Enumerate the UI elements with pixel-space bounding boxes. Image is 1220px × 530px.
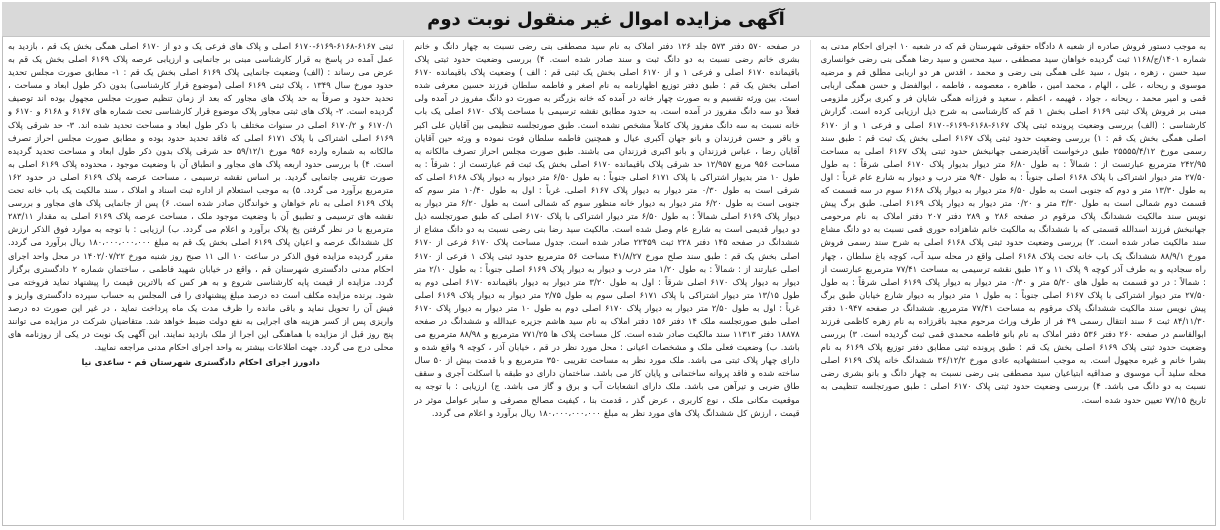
- notice-column-middle: [414, 40, 799, 520]
- notice-column-right: [821, 40, 1206, 520]
- column-divider: [403, 40, 404, 520]
- column-text: در صفحه ۵۷۰ دفتر ۵۷۳ جلد ۱۲۶ دفتر املاک به نام سید مصطفی بنی رضی نسبت به چهار دانگ و خانم بشری خانم رضی نسبت به دو دانگ ثبت و سند صادر شده است. ۴) بررسی وضعیت حدود ثبتی پلاک باقیمانده ۶۱۷۰ اصلی و فرعی ۱ و از ۶۱۷۰ اصلی بخش یک ثبتی قم : الف ) وضعیت پلاک باقیمانده ۶۱۷۰ اصلی بخش یک قم : طبق دفتر توزیع اظهارنامه به نام اصغر و فاطمه سلطان فرزند حسین معرفی شده است. بین ورثه تقسیم و به صورت چهار خانه در آمده که خانه بزرگتر به صورت دو دانگ مفروز در آمده ولی فعلاً دو سه دانگ مفروز در آمده است. به حدود مطابق نقشه ترسیمی با مساحت پلاک ۶۱۷۰ اصلی یک باب خانه نسبت به سه دانگ مفروز پلاک کاملاً مشخص نشده است. طبق صورتجلسه تنظیمی بین آقایان علی اکبر و باقر و حسن فرزندان و بانو جهان آکبری عیال و همچنین فاطمه سلطان فوت نموده و ورثه حین آقایان آقایان رضا ، عباس فرزندان و بانو اکبری فرزندان می باشند. طبق صورت مجلس احراز تصرف مالکانه به مساحت ۹۵۶ مربع ۱۲/۹۵۷ حد شرقی پلاک باقیمانده ۶۱۷۰ اصلی بخش یک ثبت قم عبارتست از : شرقاً : به طول ۱۰ متر بدیوار اشتراکی با پلاک ۶۱۷۱ اصلی جنوباً : به طول ۶/۵۰ متر دیوار به دیوار پلاک ۶۱۶۸ اصلی که شرقی است به طول ۰/۳۰ متر دیوار به دیوار پلاک ۶۱۶۷ اصلی. غرباً : اول به طول ۱۰/۴۰ متر سوم که جنوبی است به طول ۶/۲۰ متر دیوار به دیوار خانه منظور سوم که شمالی است به طول ۶/۲۰ متر دیوار به دیوار پلاک ۶۱۶۹ اصلی شمالاً : به طول ۶/۵۰ متر دیوار اشتراکی با پلاک ۶۱۷۰ اصلی که طبق صورتجلسه ذیل دو دیوار قدیمی است به شارع عام وصل شده است. مالکیت سید رضا بنی رضی نسبت به دو دانگ مشاع از ششدانگ در صفحه ۱۴۵ دفتر ۲۲۸ ثبت ۲۲۴۵۹ صادر شده است. جدول مساحت پلاک ۶۱۷۰ فرعی از ۶۱۷۰ اصلی بخش یک قم : طبق سند صلح مورخ ۴۱/۸/۲۷ مساحت ۵۶ مترمربع حدود ثبتی پلاک ۱ فرعی از ۶۱۷۰ اصلی عبارتند از : شمالاً : به طول ۱/۲۰ متر درب و دیوار به دیوار پلاک ۶۱۶۹ اصلی جنوباً : به طول ۲/۱۰ متر دیوار به دیوار پلاک ۶۱۷۰ اصلی شرقاً : اول به طول ۳/۲۰ متر دیوار به دیوار باقیمانده ۶۱۷۰ اصلی دوم به طول ۱۳/۱۵ متر دیوار اشتراکی با پلاک ۶۱۷۱ اصلی سوم به طول ۲/۷۵ متر دیوار به دیوار پلاک ۶۱۶۹ اصلی غرباً : اول به طول ۲/۵۰ متر دیوار به دیوار پلاک ۶۱۷۰ اصلی دوم به طول ۱۰ متر دیوار به دیوار پلاک ۶۱۷۰ اصلی طبق صورتجلسه ملک ۱۴ دفتر ۱۵۶ دفتر املاک به نام سید هاشم جزیره عبدالله و ششدانگ در صفحه ۱۸۸۷۸ دفتر ۱۱۳۱۳ سند مالکیت صادر شده است. کل مساحت پلاک ها ۷۷۱/۲۵ مترمربع و ۸۸/۹۸ مترمربع می باشد. ب) وضعیت فعلی ملک و مشخصات اعیانی : محل مورد نظر در قم ، خیابان آذر ، کوچه ۹ واقع شده و دارای چهار پلاک ثبتی می باشد. ملک مورد نظر به مساحت تقریبی ۳۵۰ مترمربع و با قدمت بیش از ۵۰ سال ساخته شده و فاقد پروانه ساختمانی و پایان کار می باشد. ساختمان دارای دو طبقه با اسکلت آجری و سقف طاق ضربی و تیرآهن می باشد. ملک دارای انشعابات آب و برق و گاز می باشد. ج) ارزیابی : با توجه به موقعیت مکانی ملک ، نوع کاربری ، عرض گذر ، قدمت بنا ، کیفیت مصالح مصرفی و سایر عوامل موثر در قیمت ، ارزش کل ششدانگ پلاک های مورد نظر به مبلغ ۱۸۰،۰۰۰،۰۰۰،۰۰۰ ریال برآورد و اعلام می گردد.: [414, 41, 800, 418]
- notice-signature: دادورز اجرای احکام دادگستری شهرستان قم - ساعدی نیا: [81, 357, 320, 368]
- notice-column-left: [8, 40, 393, 520]
- column-text: ثبتی ۶۱۶۷-۶۱۶۸-۶۱۶۹-۶۱۷۰ اصلی و پلاک های فرعی یک و دو از ۶۱۷۰ اصلی همگی بخش یک قم ، بازدید به عمل آمده در پاسخ به قرار کارشناسی مبنی بر جانمایی و ارزیابی عرصه پلاک ۶۱۶۹ اصلی بخش یک قم به عرض می رساند : (الف) وضعیت جانمایی پلاک ۶۱۶۹ اصلی بخش یک قم : ۱- مطابق صورت مجلس تحدید حدود مورخ سال ۱۳۴۹ ، پلاک ثبتی ۶۱۶۹ اصلی (موضوع قرار کارشناسی) بدون ذکر طول ابعاد و مساحت ، تحدید حدود و صرفاً به حد پلاک های مجاور که بعد از زمان تنظیم صورت مجلس مجهول بوده اند توصیف گردیده است. ۲- پلاک های ثبتی مجاور پلاک موضوع قرار کارشناسی تحت شماره های ۶۱۶۷ و ۶۱۶۸ و ۶۱۷۰ و ۶۱۷۰/۱ و ۶۱۷۰/۲ اصلی در سنوات مختلف با ذکر طول ابعاد و مساحت تحدید شده اند. ۳- حد شرقی پلاک ۶۱۶۹ اصلی اشتراکی با پلاک ۶۱۷۱ اصلی که فاقد تحدید حدود بوده و مطابق صورت مجلس احراز تصرف مالکانه به شماره وارده ۹۵۶ مورخ ۵۹/۱۲/۱ حد شرقی پلاک بدون ذکر طول ابعاد و مساحت تحدید گردیده است. ۴) با بررسی حدود اربعه پلاک های مجاور و انطباق آن با وضعیت موجود ، محدوده پلاک ۶۱۶۹ اصلی به صورت تقریبی جانمایی گردید. بر اساس نقشه ترسیمی ، مساحت عرصه پلاک ۶۱۶۹ اصلی در حدود ۱۶۲ مترمربع برآورد می گردد. ۵) به موجب استعلام از اداره ثبت اسناد و املاک ، سند مالکیت یک باب خانه تحت پلاک ۶۱۶۹ اصلی به نام خواهان و خواندگان صادر شده است. ۶) پس از جانمایی پلاک های مجاور و بررسی نقشه های ترسیمی و تطبیق آن با وضعیت موجود ملک ، مساحت عرصه پلاک ۶۱۶۹ اصلی به مقدار ۲۸۳/۱۱ مترمربع با در نظر گرفتن پخ پلاک برآورد و اعلام می گردد. ب) ارزیابی : با توجه به موارد فوق الذکر ارزش کل ششدانگ عرصه و اعیان پلاک ۶۱۶۹ اصلی بخش یک قم به مبلغ ۱۸۰،۰۰۰،۰۰۰،۰۰۰ ریال برآورد می گردد. مقرر گردیده مزایده فوق الذکر در ساعت ۱۰ الی ۱۱ صبح روز شنبه مورخ ۱۴۰۲/۰۷/۲۲ در محل واحد اجرای احکام مدنی دادگستری شهرستان قم ، واقع در خیابان شهید فاطمی ، ساختمان شماره ۲ دادگستری برگزار گردد. مزایده از قیمت پایه کارشناسی شروع و به هر کس که بالاترین قیمت را پیشنهاد نماید فروخته می شود. برنده مزایده مکلف است ده درصد مبلغ پیشنهادی را فی المجلس به حساب سپرده دادگستری واریز و فیش آن را تحویل نماید و باقی مانده را ظرف مدت یک ماه پرداخت نماید ، در غیر این صورت ده درصد واریزی پس از کسر هزینه های اجرایی به نفع دولت ضبط خواهد شد. متقاضیان شرکت در مزایده می توانند پنج روز قبل از مزایده با هماهنگی این اجرا از ملک بازدید نمایند. این آگهی یک نوبت در یکی از روزنامه های محلی درج می گردد. جهت اطلاعات بیشتر به واحد اجرای احکام مدنی مراجعه نمایید.: [8, 41, 394, 353]
- column-divider: [810, 40, 811, 520]
- notice-title: آگهی مزایده اموال غیر منقول نوبت دوم: [427, 8, 785, 30]
- notice-title-bar: [2, 2, 1210, 37]
- column-text: به موجب دستور فروش صادره از شعبه ۸ دادگاه حقوقی شهرستان قم که در شعبه ۱۰ اجرای احکام مدنی به شماره ۱۴۰۱/ج/۱۱۶۸ ثبت گردیده خواهان سید مصطفی ، سید محسن و سید رضا همگی بنی رضی خوانساری سید حسن ، زهره ، بتول ، سید علی همگی بنی رضی و محمد ، اقدس هر دو اربابی مطلق قم و مرضیه موسوی و ریحانه ، علی ، الهام ، محمد امین ، طاهره ، معصومه ، فاطمه ، ابوالفضل و حسن همگی اربابی قمی و امیر محمد ، ریحانه ، جواد ، فهیمه ، اعظم ، سعید و فرزانه همگی شایان فر و کبری برگزر ملزومی مبنی بر فروش پلاک ثبتی ۶۱۶۹ اصلی بخش ۱ قم که کارشناسی به شرح ذیل ارزیابی کرده است. گزارش کارشناسی : (الف) بررسی وضعیت پرونده ثبتی پلاک ۶۱۶۷-۶۱۶۸-۶۱۶۹-۶۱۷۰ اصلی و فرعی ۱ و از ۶۱۷۰ اصلی همگی بخش یک قم : ۱) بررسی وضعیت حدود ثبتی پلاک ۶۱۶۷ اصلی بخش یک ثبت قم : طبق سند رسمی مورخ ۲۵۵۵۵/۴/۱۲ طبق درخواست آقایدرضمی جهانبخش حدود ثبتی پلاک ۶۱۶۷ اصلی به مساحت ۲۴۲/۹۵ مترمربع عبارتست از : شمالاً : به طول ۶/۸۰ متر دیوار بدیوار پلاک ۶۱۷۰ اصلی شرقاً : به طول ۲۷/۵۰ متر دیوار اشتراکی با پلاک ۶۱۶۸ اصلی جنوباً : به طول ۹/۴۰ متر درب و دیوار به شارع عام غرباً : اول به طول ۱۳/۳۰ متر و دوم که جنوبی است به طول ۶/۵۰ متر دیوار به دیوار پلاک ۶۱۶۸ سوم در سه قسمت که قسمت دوم شمالی است به طول ۳/۳۰ متر و ۰/۲۰ متر دیوار به دیوار پلاک ۶۱۶۹ اصلی. طبق برگ پیش نویس سند مالکیت ششدانگ پلاک مرقوم در صفحه ۲۸۶ و ۲۸۹ دفتر ۲۰۷ دفتر املاک به نام مرحومی جهانبخش فرزند اسدالله قسمتی که با ششدانگ به مالکیت خانم شاهزاده حوری قمی نسبت به دو دانگ مشاع سند مالکیت صادر شده است. ۲) بررسی وضعیت حدود ثبتی پلاک ۶۱۶۸ اصلی به شرح سند رسمی فروش مورخ ۸۸/۹/۱ ششدانگ یک باب خانه تحت پلاک ۶۱۶۸ اصلی واقع در محله سید آب، کوچه باغ سلطان ، چهار راه سجادیه و به طرف آذر کوچه ۹ پلاک ۱۱ و ۱۲ طبق نقشه ترسیمی به مساحت ۷۷/۴۱ مترمربع عبارتست از : شمالاً : در دو قسمت به طول های ۵/۲۰ متر و ۰/۳۰ متر دیوار به دیوار پلاک ۶۱۶۹ اصلی شرقاً : به طول ۲۷/۵۰ متر دیوار اشتراکی با پلاک ۶۱۶۷ اصلی جنوباً : به طول ۱ متر دیوار به دیوار شارع خیابان طبق برگ پیش نویس سند مالکیت ششدانگ پلاک مرقوم به مساحت ۷۷/۴۱ مترمربع. ششدانگ در صفحه ۱۰۹۴۷ دفتر ۸۴/۱۱/۳۰ ثبت ۶ سند انتقال رسمی ۴۹ فر از طرف وراث مرحوم مجید باقرزاده به نام زهره کاظمی فرزند ابوالقاسم در صفحه ۲۶۰ دفتر ۵۳۶ دفتر املاک به نام بانو فاطمه محمدی قمی ثبت گردیده است. ۳) بررسی وضعیت حدود ثبتی پلاک ۶۱۶۹ اصلی بخش یک قم : طبق پرونده ثبتی مطابق دفتر توزیع پلاک ۶۱۶۹ به نام بشرا خانم و غیره مجهول است. به موجب استشهادیه عادی مورخ ۳۶/۱۲/۲ ششدانگ خانه پلاک ۶۱۶۹ اصلی محله سلید آب موسوی و صداقیه ابتیاعیان سید مصطفی بنی رضی نسبت به چهار دانگ و بانو بشری رضی نسبت به دو دانگ می باشد. ۴) بررسی وضعیت حدود ثبتی پلاک ۶۱۷۰ اصلی : طبق صورتجلسه تنظیمی به تاریخ ۷۷/۱۵ تعیین حدود شده است.: [820, 41, 1206, 405]
- notice-body: [8, 40, 1206, 520]
